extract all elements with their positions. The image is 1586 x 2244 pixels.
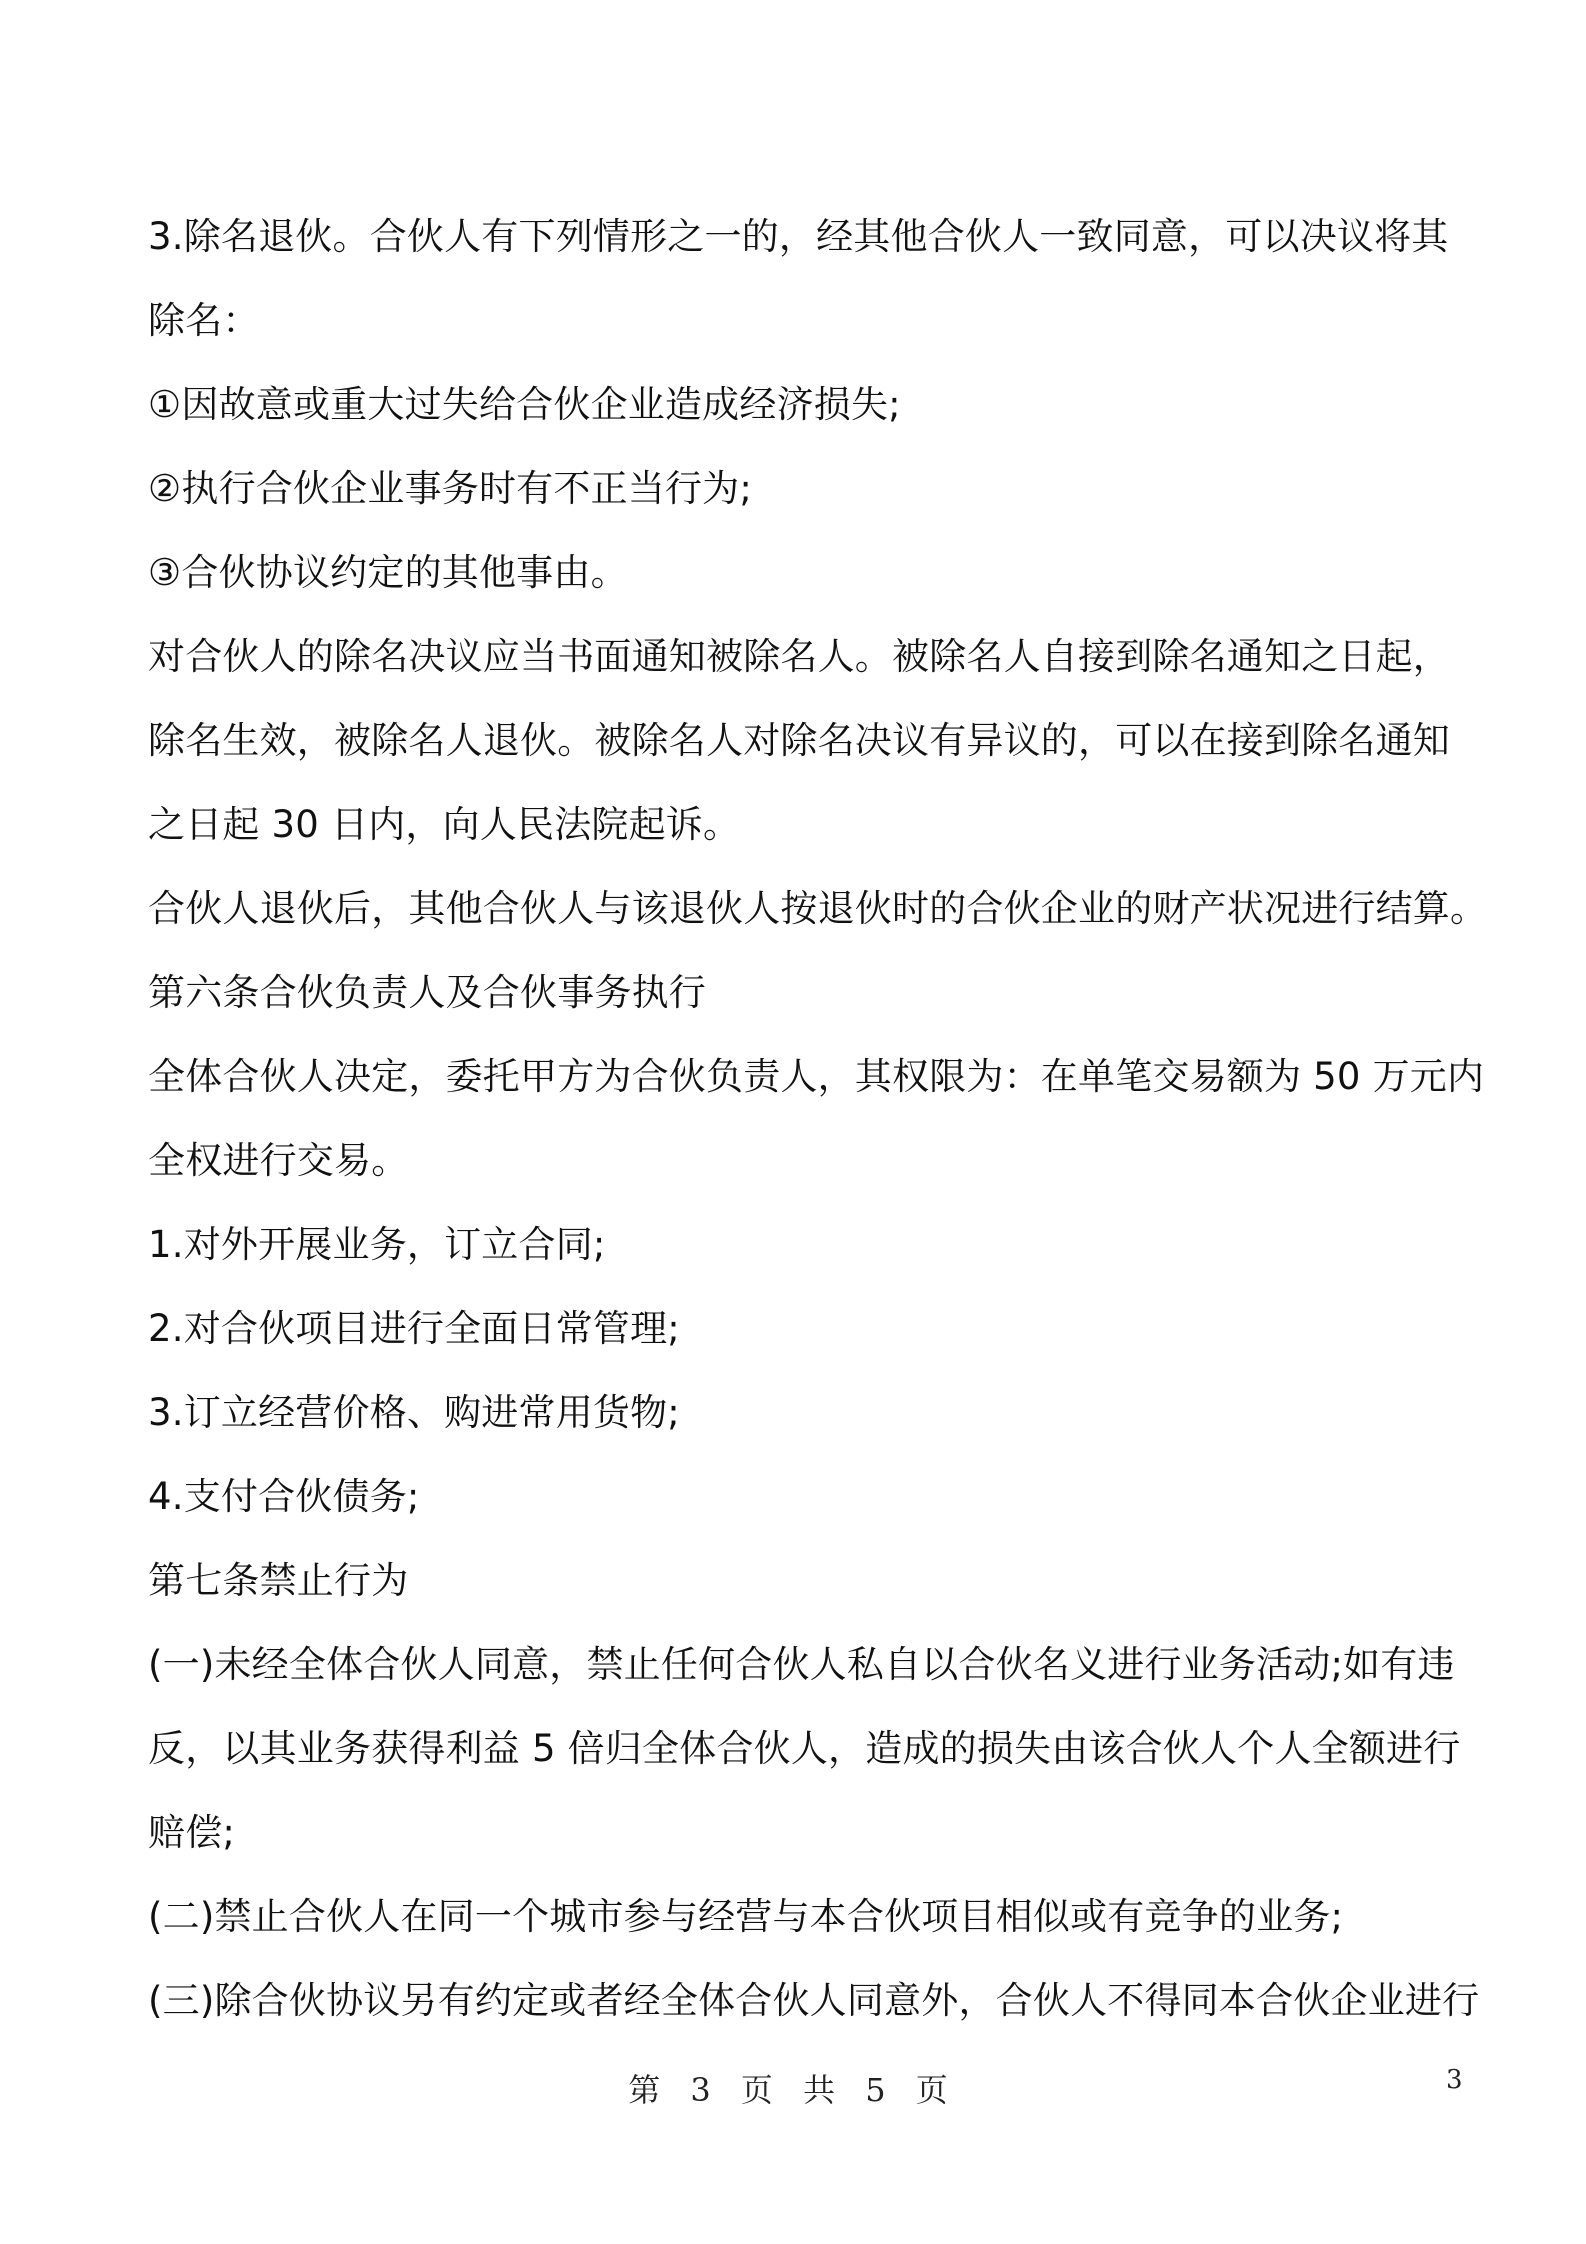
list-item: 3.订立经营价格、购进常用货物; [148,1391,680,1434]
text-line: 赔偿; [148,1811,236,1854]
document-body [148,195,1488,2043]
text-line: 反，以其业务获得利益 5 倍归全体合伙人，造成的损失由该合伙人个人全额进行 [148,1727,1461,1770]
list-item: 4.支付合伙债务; [148,1475,420,1518]
text-line: 全体合伙人决定，委托甲方为合伙负责人，其权限为：在单笔交易额为 50 万元内 [148,1055,1485,1098]
section-heading: 第六条合伙负责人及合伙事务执行 [148,971,706,1014]
text-line: 除名生效，被除名人退伙。被除名人对除名决议有异议的，可以在接到除名通知 [148,719,1450,762]
text-line: 3.除名退伙。合伙人有下列情形之一的，经其他合伙人一致同意，可以决议将其 [148,215,1449,258]
page-number: 3 [1446,2065,1463,2095]
text-line: ③合伙协议约定的其他事由。 [148,551,628,594]
text-line: 全权进行交易。 [148,1139,409,1182]
page-footer-label: 第 3 页 共 5 页 [628,2071,958,2109]
text-line: (三)除合伙协议另有约定或者经全体合伙人同意外，合伙人不得同本合伙企业进行 [148,1979,1480,2022]
text-line: 之日起 30 日内，向人民法院起诉。 [148,803,741,846]
list-item: 2.对合伙项目进行全面日常管理; [148,1307,680,1350]
section-heading: 第七条禁止行为 [148,1559,409,1602]
text-line: (二)禁止合伙人在同一个城市参与经营与本合伙项目相似或有竞争的业务; [148,1895,1344,1938]
text-line: ①因故意或重大过失给合伙企业造成经济损失; [148,383,901,426]
text-line: 除名： [148,299,260,342]
text-line: 合伙人退伙后，其他合伙人与该退伙人按退伙时的合伙企业的财产状况进行结算。 [148,887,1488,930]
text-line: ②执行合伙企业事务时有不正当行为; [148,467,753,510]
text-line: 对合伙人的除名决议应当书面通知被除名人。被除名人自接到除名通知之日起， [148,635,1450,678]
text-line: (一)未经全体合伙人同意，禁止任何合伙人私自以合伙名义进行业务活动;如有违 [148,1643,1455,1686]
list-item: 1.对外开展业务，订立合同; [148,1223,606,1266]
